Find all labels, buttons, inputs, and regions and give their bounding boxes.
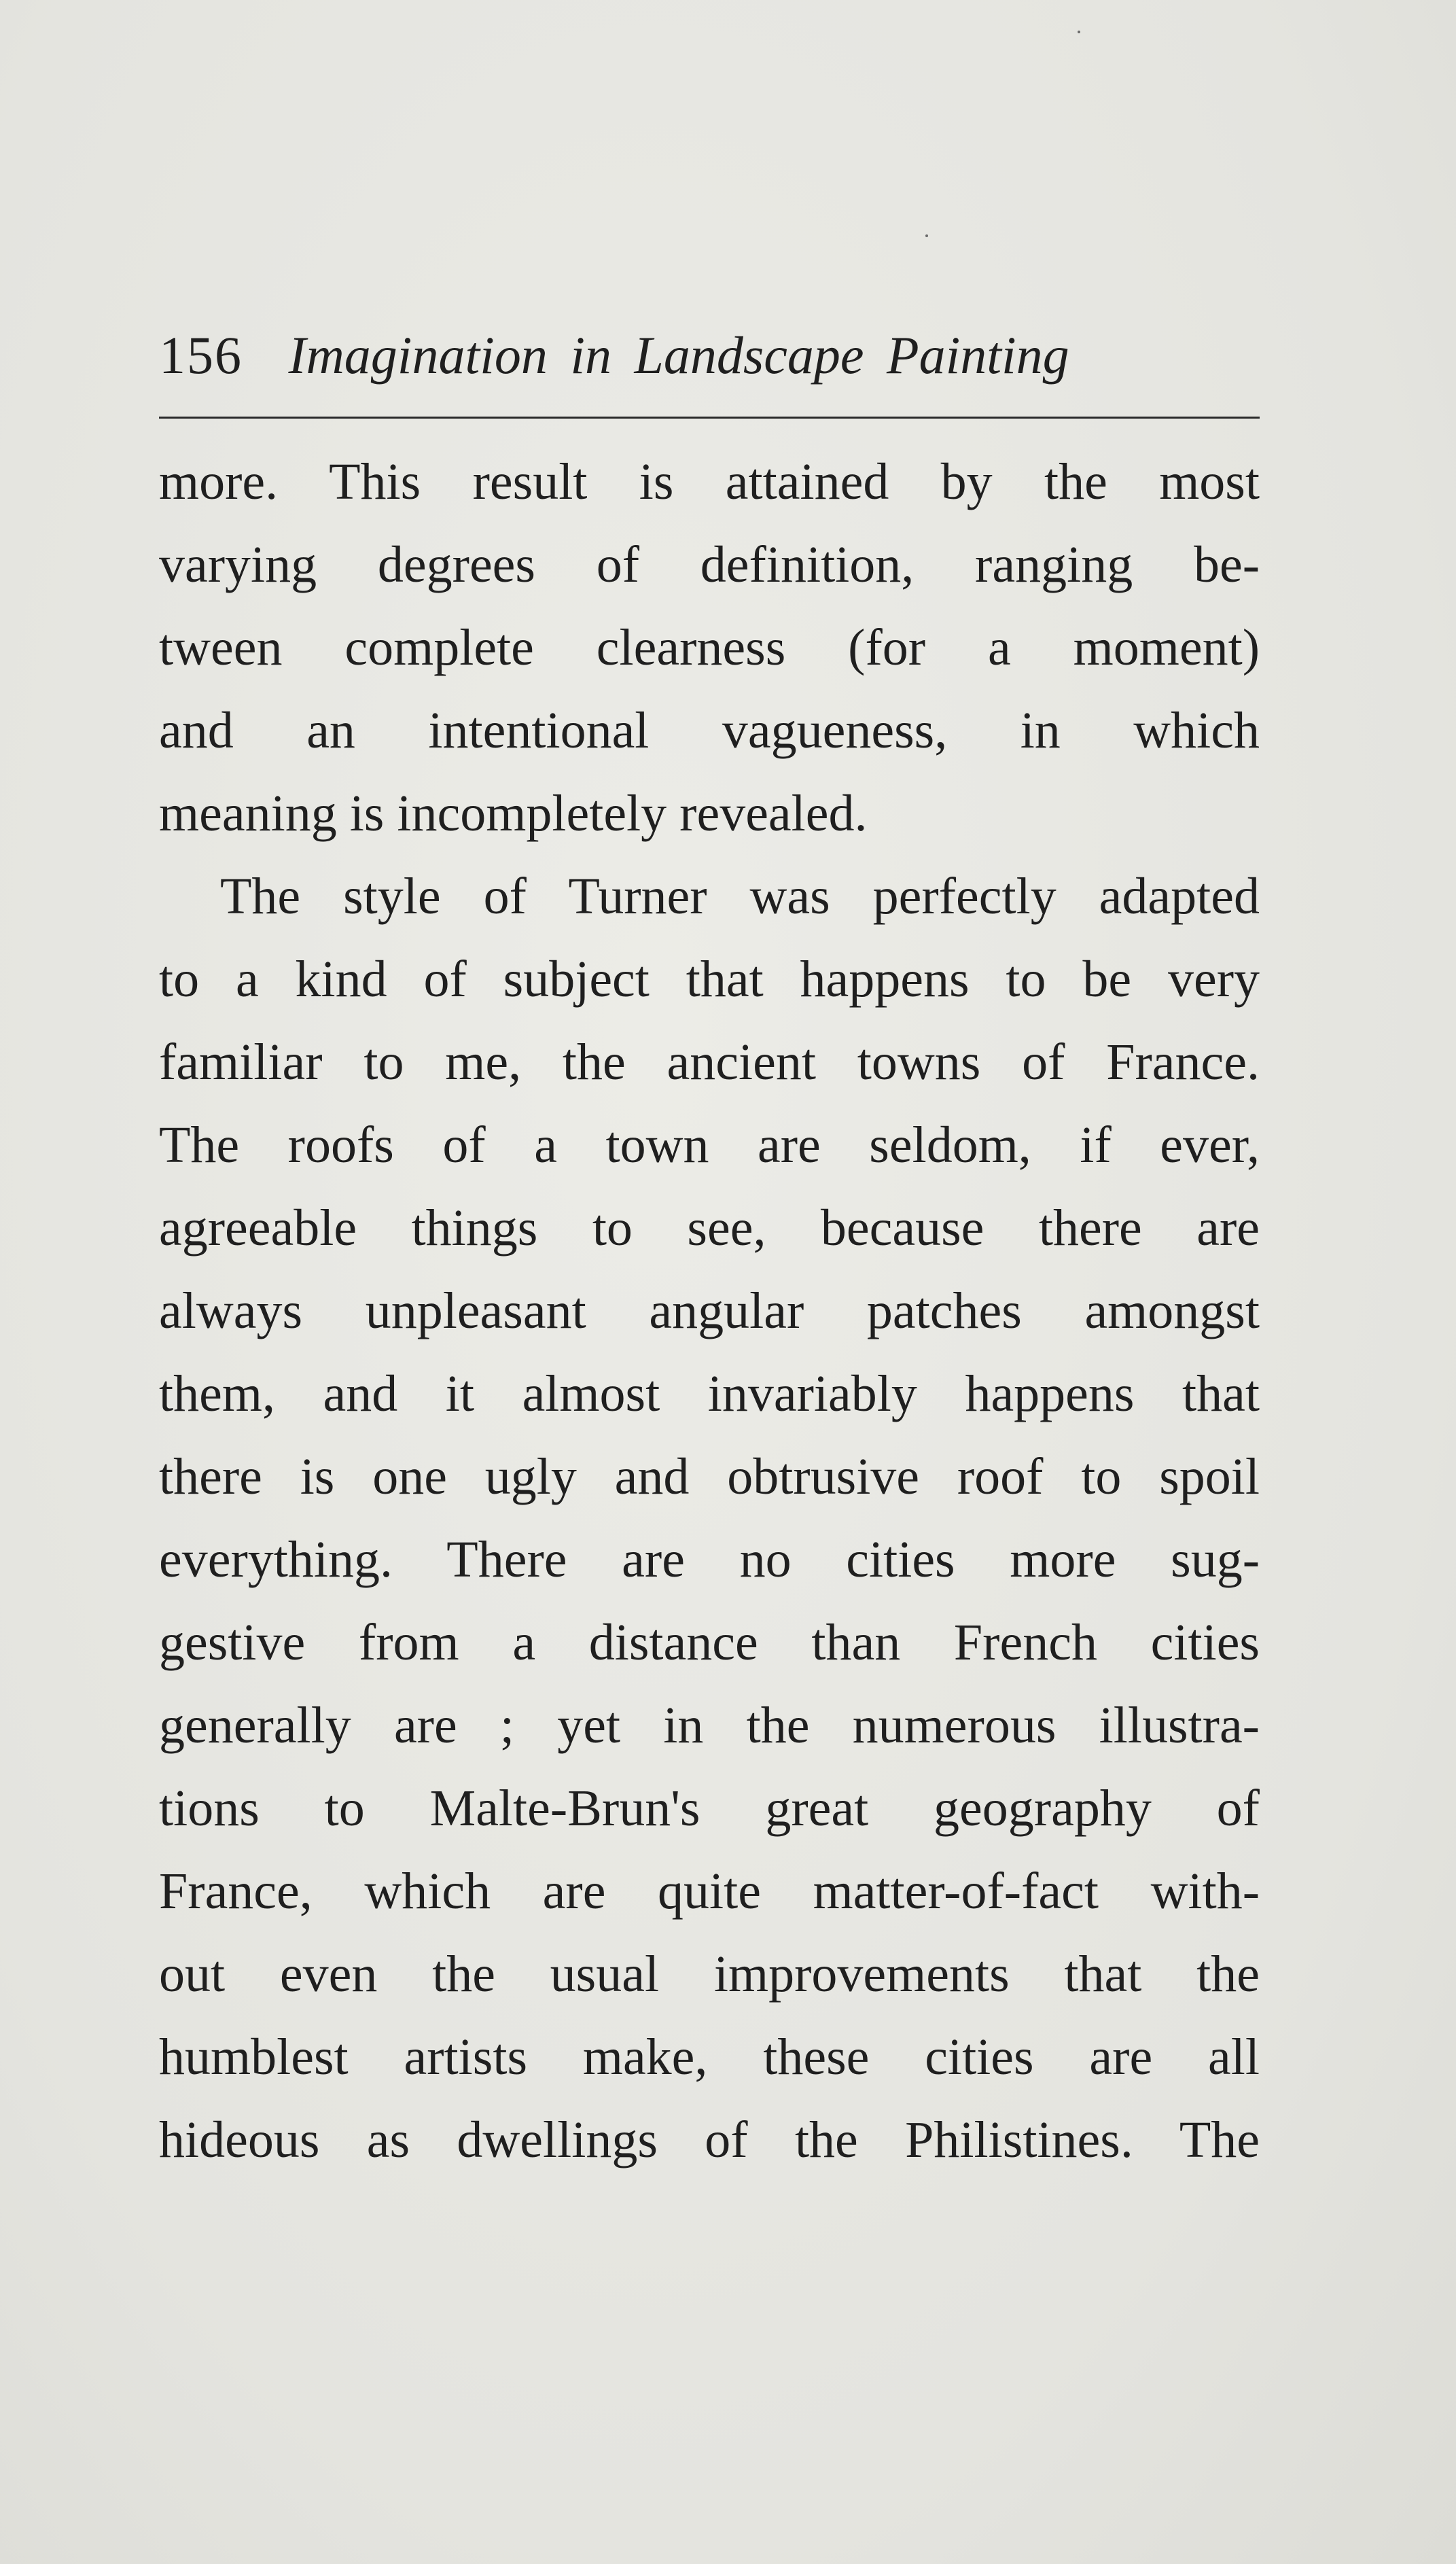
text-line: tions to Malte-Brun's great geography of: [159, 1780, 1260, 1837]
text-line: varying degrees of definition, ranging be-: [159, 536, 1260, 593]
page-number: 156: [159, 326, 243, 385]
text-line: always unpleasant angular patches amongst: [159, 1282, 1260, 1339]
text-line: France, which are quite matter-of-fact with-: [159, 1863, 1260, 1920]
header-rule: [159, 417, 1260, 419]
text-line: to a kind of subject that happens to be very: [159, 951, 1260, 1008]
text-line: meaning is incompletely revealed.: [159, 785, 868, 842]
paper-speck: [925, 234, 928, 237]
text-line: and an intentional vagueness, in which: [159, 702, 1260, 759]
text-line: familiar to me, the ancient towns of France.: [159, 1034, 1260, 1091]
text-line: more. This result is attained by the most: [159, 453, 1260, 510]
text-line: tween complete clearness (for a moment): [159, 619, 1260, 676]
text-line: agreeable things to see, because there are: [159, 1199, 1260, 1257]
running-title: Imagination in Landscape Painting: [288, 326, 1069, 385]
text-line: humblest artists make, these cities are all: [159, 2029, 1260, 2086]
paper-speck: [1078, 31, 1080, 33]
text-line: gestive from a distance than French cities: [159, 1614, 1260, 1671]
text-line: everything. There are no cities more sug-: [159, 1531, 1260, 1588]
body-text: [159, 440, 1260, 2181]
text-line: them, and it almost invariably happens that: [159, 1365, 1260, 1422]
text-line: hideous as dwellings of the Philistines. The: [159, 2111, 1260, 2168]
paragraph: [159, 855, 1260, 2181]
text-line: The style of Turner was perfectly adapted: [220, 868, 1260, 925]
text-line: out even the usual improvements that the: [159, 1946, 1260, 2003]
text-line: generally are ; yet in the numerous illustra-: [159, 1697, 1260, 1754]
paragraph: [159, 440, 1260, 855]
text-line: there is one ugly and obtrusive roof to spoil: [159, 1448, 1260, 1505]
text-line: The roofs of a town are seldom, if ever,: [159, 1117, 1260, 1174]
page-header: [159, 325, 1260, 386]
